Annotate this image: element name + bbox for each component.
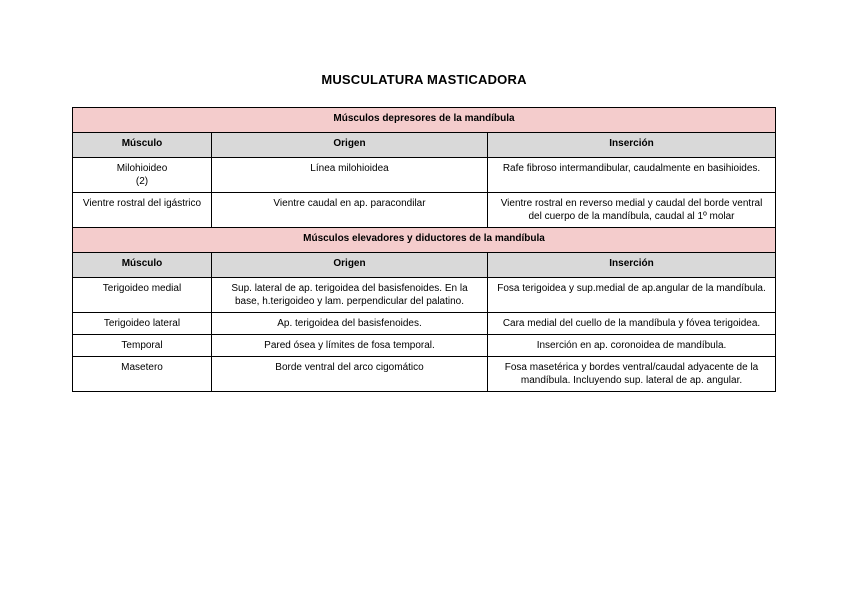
cell-origen: Línea milohioidea [212, 158, 488, 193]
table-row [73, 335, 776, 357]
cell-origen: Borde ventral del arco cigomático [212, 357, 488, 392]
section-heading-row [73, 108, 776, 133]
cell-insercion: Cara medial del cuello de la mandíbula y fóvea terigoidea. [488, 313, 776, 335]
section-heading: Músculos depresores de la mandíbula [73, 108, 776, 133]
cell-musculo: Terigoideo medial [73, 278, 212, 313]
cell-musculo: Terigoideo lateral [73, 313, 212, 335]
cell-musculo: Temporal [73, 335, 212, 357]
table-row [73, 357, 776, 392]
table-row [73, 193, 776, 228]
masticatory-muscles-table [72, 107, 776, 392]
column-header-insercion: Inserción [488, 253, 776, 278]
column-header-row [73, 253, 776, 278]
cell-insercion: Rafe fibroso intermandibular, caudalmente en basihioides. [488, 158, 776, 193]
cell-insercion: Inserción en ap. coronoidea de mandíbula. [488, 335, 776, 357]
cell-insercion: Fosa terigoidea y sup.medial de ap.angular de la mandíbula. [488, 278, 776, 313]
column-header-origen: Origen [212, 253, 488, 278]
cell-insercion: Vientre rostral en reverso medial y caudal del borde ventral del cuerpo de la mandíbula, caudal al 1º molar [488, 193, 776, 228]
cell-musculo: Masetero [73, 357, 212, 392]
cell-musculo: Milohioideo (2) [73, 158, 212, 193]
section-heading: Músculos elevadores y diductores de la mandíbula [73, 228, 776, 253]
column-header-insercion: Inserción [488, 133, 776, 158]
column-header-musculo: Músculo [73, 253, 212, 278]
cell-musculo: Vientre rostral del igástrico [73, 193, 212, 228]
column-header-origen: Origen [212, 133, 488, 158]
cell-origen: Pared ósea y límites de fosa temporal. [212, 335, 488, 357]
cell-origen: Vientre caudal en ap. paracondilar [212, 193, 488, 228]
column-header-musculo: Músculo [73, 133, 212, 158]
cell-origen: Ap. terigoidea del basisfenoides. [212, 313, 488, 335]
table-row [73, 158, 776, 193]
cell-insercion: Fosa masetérica y bordes ventral/caudal adyacente de la mandíbula. Incluyendo sup. lateral de ap. angular. [488, 357, 776, 392]
table-row [73, 313, 776, 335]
column-header-row [73, 133, 776, 158]
table-row [73, 278, 776, 313]
section-heading-row [73, 228, 776, 253]
cell-origen: Sup. lateral de ap. terigoidea del basisfenoides. En la base, h.terigoideo y lam. perpendicular del palatino. [212, 278, 488, 313]
document-title: MUSCULATURA MASTICADORA [321, 72, 527, 87]
